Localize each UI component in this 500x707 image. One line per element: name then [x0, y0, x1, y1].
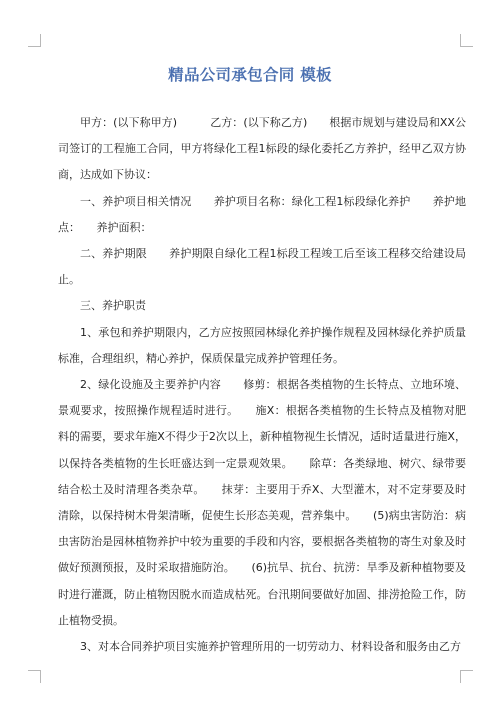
section-2-term: 二、养护期限 养护期限自绿化工程1标段工程竣工后至该工程移交给建设局止。	[58, 247, 466, 287]
party-intro-paragraph: 甲方：(以下称甲方) 乙方：(以下称乙方) 根据市规划与建设局和XX公司签订的工程施工合同，甲方将绿化工程1标段的绿化委托乙方养护，经甲乙双方协商，达成如下协议：	[58, 116, 466, 182]
crop-mark-bottom-left	[28, 670, 41, 683]
section-1-project-info: 一、养护项目相关情况 养护项目名称：绿化工程1标段绿化养护 养护地点： 养护面积：	[58, 194, 466, 234]
crop-mark-top-left	[28, 34, 41, 47]
document-body	[58, 110, 466, 660]
duty-item-2: 2、绿化设施及主要养护内容 修剪：根据各类植物的生长特点、立地环境、景观要求，按照操作规程适时进行。 施X：根据各类植物的生长特点及植物对肥料的需要，要求年施X不得少于2次以上，新种植物视生长情况，适时适量进行施X，以保持各类植物的生长旺盛达到一定景观效果。 除草：各类绿地、树穴、绿带要结合松土及时清理各类杂草。 抹芽：主要用于乔X、大型灌木，对不定芽要及时清除，以保持树木骨架清晰，促使生长形态美观，营养集中。 (5)病虫害防治：病虫害防治是园林植物养护中较为重要的手段和内容，要根据各类植物的寄生对象及时做好预测预报，及时采取措施防治。 (6)抗旱、抗台、抗涝：旱季及新种植物要及时进行灌溉，防止植物因脱水而造成枯死。台汛期间要做好加固、排涝抢险工作，防止植物受损。	[58, 378, 466, 627]
crop-mark-top-right	[460, 34, 473, 47]
duty-item-1: 1、承包和养护期限内，乙方应按照园林绿化养护操作规程及园林绿化养护质量标准，合理组织，精心养护，保质保量完成养护管理任务。	[58, 325, 466, 365]
duty-item-3: 3、对本合同养护项目实施养护管理所用的一切劳动力、材料设备和服务由乙方	[80, 640, 461, 654]
document-title: 精品公司承包合同 模板	[168, 66, 332, 84]
crop-mark-bottom-right	[460, 670, 473, 683]
section-3-heading: 三、养护职责	[80, 299, 146, 313]
